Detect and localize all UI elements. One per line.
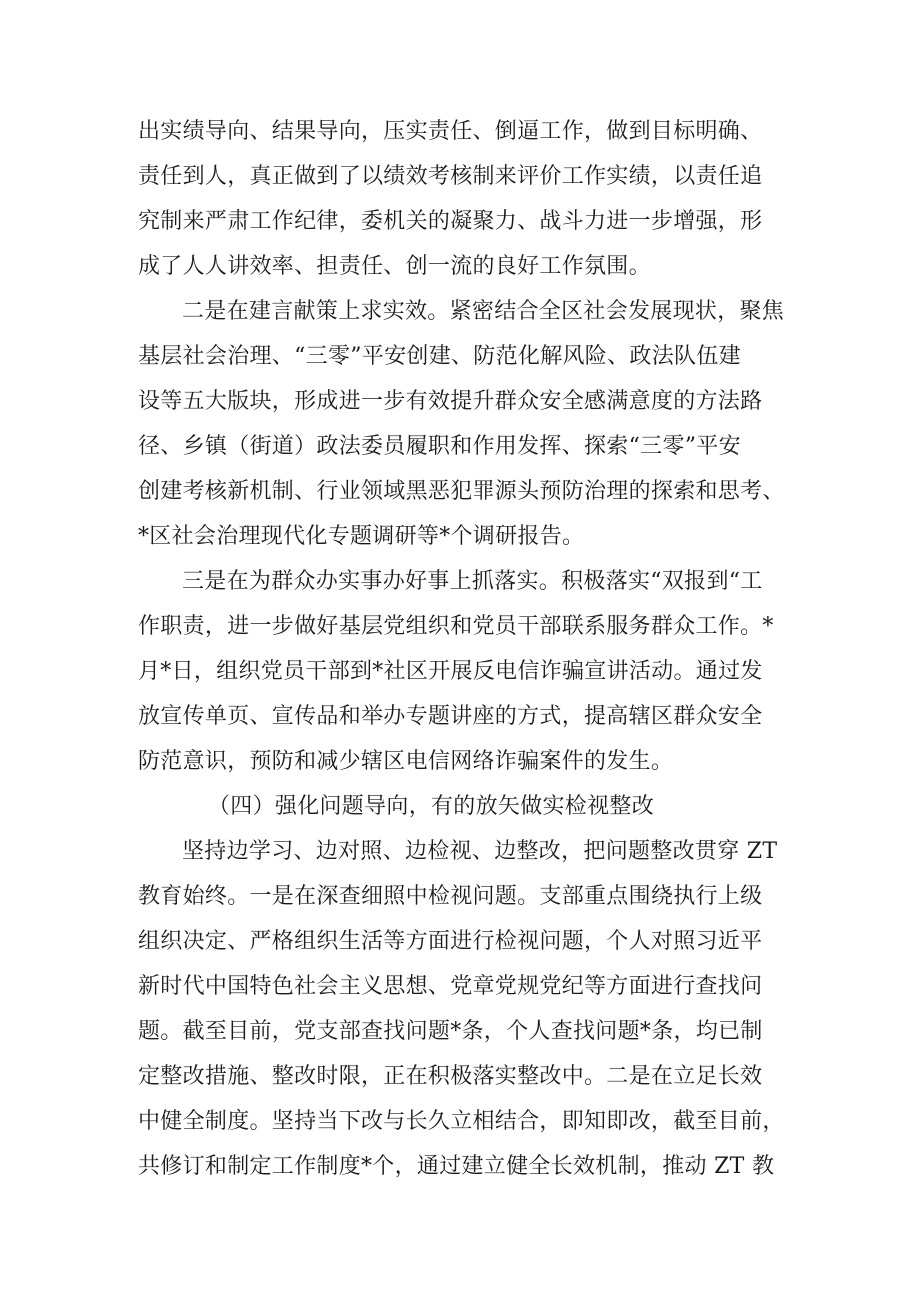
text-line: 题。截至目前，党支部查找问题*条，个人查找问题*条，均已制 (138, 1019, 763, 1044)
text-line: *区社会治理现代化专题调研等*个调研报告。 (138, 524, 585, 549)
text-line: 坚持边学习、边对照、边检视、边整改，把问题整改贯穿 ZT (182, 839, 778, 864)
text-line: 二是在建言献策上求实效。紧密结合全区社会发展现状，聚焦 (182, 299, 785, 324)
text-line: 创建考核新机制、行业领域黑恶犯罪源头预防治理的探索和思考、 (138, 479, 785, 504)
text-line: 防范意识，预防和减少辖区电信网络诈骗案件的发生。 (138, 749, 674, 774)
text-line: 定整改措施、整改时限，正在积极落实整改中。二是在立足长效 (138, 1064, 763, 1089)
text-line: 共修订和制定工作制度*个，通过建立健全长效机制，推动 ZT 教 (138, 1154, 775, 1179)
text-line: 出实绩导向、结果导向，压实责任、倒逼工作，做到目标明确、 (138, 119, 763, 144)
text-line: 教育始终。一是在深查细照中检视问题。支部重点围绕执行上级 (138, 884, 763, 909)
text-line: 成了人人讲效率、担责任、创一流的良好工作氛围。 (138, 254, 651, 279)
text-line: 月*日，组织党员干部到*社区开展反电信诈骗宣讲活动。通过发 (138, 659, 763, 684)
text-line: 组织决定、严格组织生活等方面进行检视问题，个人对照习近平 (138, 929, 763, 954)
text-line: 中健全制度。坚持当下改与长久立相结合，即知即改，截至目前， (138, 1109, 785, 1134)
heading-text: （四）强化问题导向，有的放矢做实检视整改 (208, 794, 655, 819)
text-line: 径、乡镇（街道）政法委员履职和作用发挥、探索“三零”平安 (138, 434, 741, 459)
text-line: 新时代中国特色社会主义思想、党章党规党纪等方面进行查找问 (138, 974, 763, 999)
text-line: 究制来严肃工作纪律，委机关的凝聚力、战斗力进一步增强，形 (138, 209, 763, 234)
text-line: 放宣传单页、宣传品和举办专题讲座的方式，提高辖区群众安全 (138, 704, 763, 729)
text-line: 三是在为群众办实事办好事上抓落实。积极落实“双报到“工 (182, 569, 763, 594)
text-line: 设等五大版块，形成进一步有效提升群众安全感满意度的方法路 (138, 389, 763, 414)
text-line: 基层社会治理、“三零”平安创建、防范化解风险、政法队伍建 (138, 344, 741, 369)
text-line: 作职责，进一步做好基层党组织和党员干部联系服务群众工作。* (138, 614, 774, 639)
text-line: 责任到人，真正做到了以绩效考核制来评价工作实绩，以责任追 (138, 164, 763, 189)
